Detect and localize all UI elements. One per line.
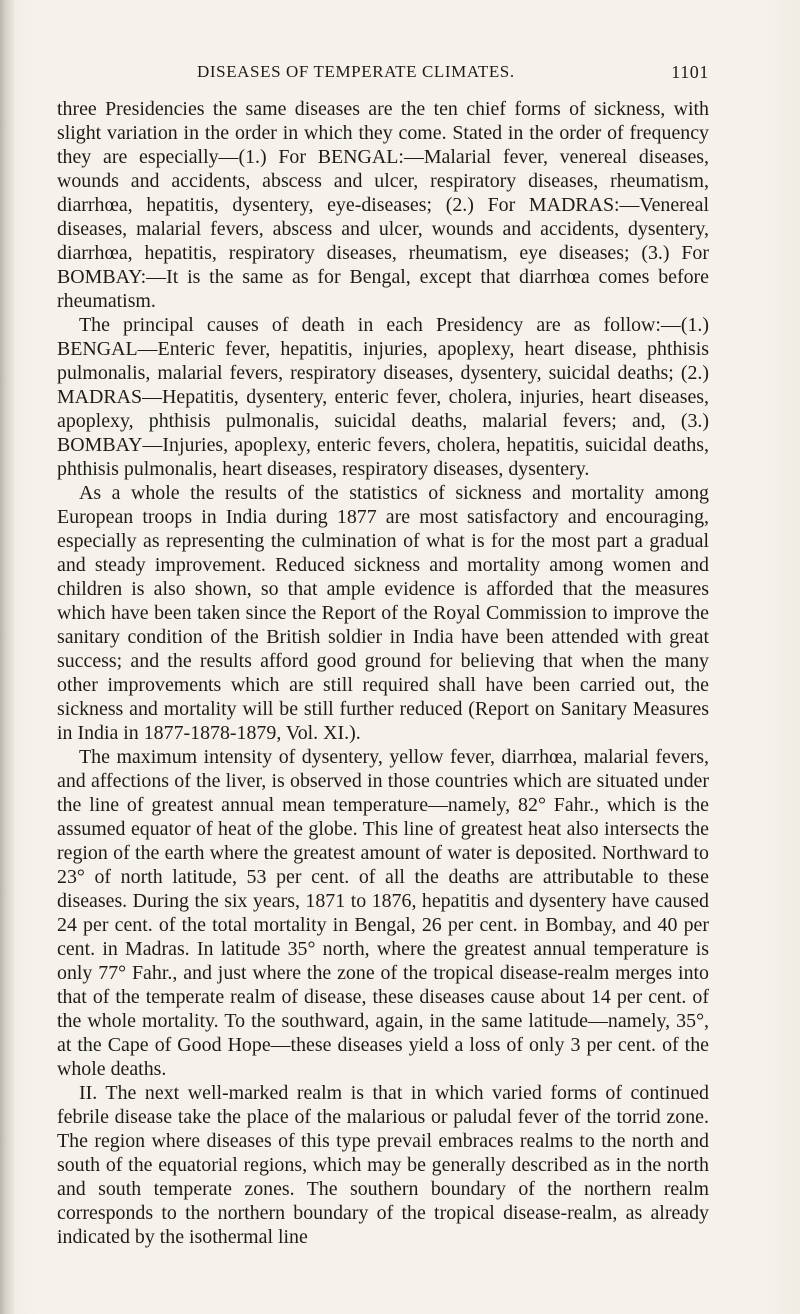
book-spine-shadow: [0, 0, 14, 1314]
paragraph: The principal causes of death in each Presidency are as follow:—(1.) BENGAL—Enteric fever, hepatitis, injuries, apoplexy, heart disease, phthisis pulmonalis, malarial fevers, respiratory diseases, dysentery, suicidal deaths; (2.) MADRAS—Hepatitis, dysentery, enteric fever, cholera, injuries, heart diseases, apoplexy, phthisis pulmonalis, suicidal deaths, malarial fevers; and, (3.) BOMBAY—Injuries, apoplexy, enteric fevers, cholera, hepatitis, suicidal deaths, phthisis pulmonalis, heart diseases, respiratory diseases, dysentery.: [57, 314, 709, 480]
page-body: [57, 97, 709, 1249]
paragraph: As a whole the results of the statistics of sickness and mortality among European troops in India during 1877 are most satisfactory and encouraging, especially as representing the culmination of what is for the most part a gradual and steady improvement. Reduced sickness and mortality among women and children is also shown, so that ample evidence is afforded that the measures which have been taken since the Report of the Royal Commission to improve the sanitary condition of the British soldier in India have been attended with great success; and the results afford good ground for believing that when the many other improvements which are still required shall have been carried out, the sickness and mortality will be still further reduced (Report on Sanitary Measures in India in 1877-1878-1879, Vol. XI.).: [57, 482, 709, 744]
running-title: DISEASES OF TEMPERATE CLIMATES.: [197, 62, 515, 81]
paragraph: three Presidencies the same diseases are the ten chief forms of sickness, with slight variation in the order in which they come. Stated in the order of frequency they are especially—(1.) For BENGAL:—Malarial fever, venereal diseases, wounds and accidents, abscess and ulcer, respiratory diseases, rheumatism, diarrhœa, hepatitis, dysentery, eye-diseases; (2.) For MADRAS:—Venereal diseases, malarial fevers, abscess and ulcer, wounds and accidents, dysentery, diarrhœa, hepatitis, respiratory diseases, rheumatism, eye diseases; (3.) For BOMBAY:—It is the same as for Bengal, except that diarrhœa comes before rheumatism.: [57, 98, 709, 312]
page-header: [57, 62, 709, 86]
page-number: 1101: [671, 62, 709, 82]
paragraph: The maximum intensity of dysentery, yellow fever, diarrhœa, malarial fevers, and affections of the liver, is observed in those countries which are situated under the line of greatest annual mean temperature—namely, 82° Fahr., which is the assumed equator of heat of the globe. This line of greatest heat also intersects the region of the earth where the greatest amount of water is deposited. Northward to 23° of north latitude, 53 per cent. of all the deaths are attributable to these diseases. During the six years, 1871 to 1876, hepatitis and dysentery have caused 24 per cent. of the total mortality in Bengal, 26 per cent. in Bombay, and 40 per cent. in Madras. In latitude 35° north, where the greatest annual temperature is only 77° Fahr., and just where the zone of the tropical disease-realm merges into that of the temperate realm of disease, these diseases cause about 14 per cent. of the whole mortality. To the southward, again, in the same latitude—namely, 35°, at the Cape of Good Hope—these diseases yield a loss of only 3 per cent. of the whole deaths.: [57, 746, 709, 1080]
paragraph: II. The next well-marked realm is that in which varied forms of continued febrile disease take the place of the malarious or paludal fever of the torrid zone. The region where diseases of this type prevail embraces realms to the north and south of the equatorial regions, which may be generally described as in the north and south temperate zones. The southern boundary of the northern realm corresponds to the northern boundary of the tropical disease-realm, as already indicated by the isothermal line: [57, 1082, 709, 1248]
